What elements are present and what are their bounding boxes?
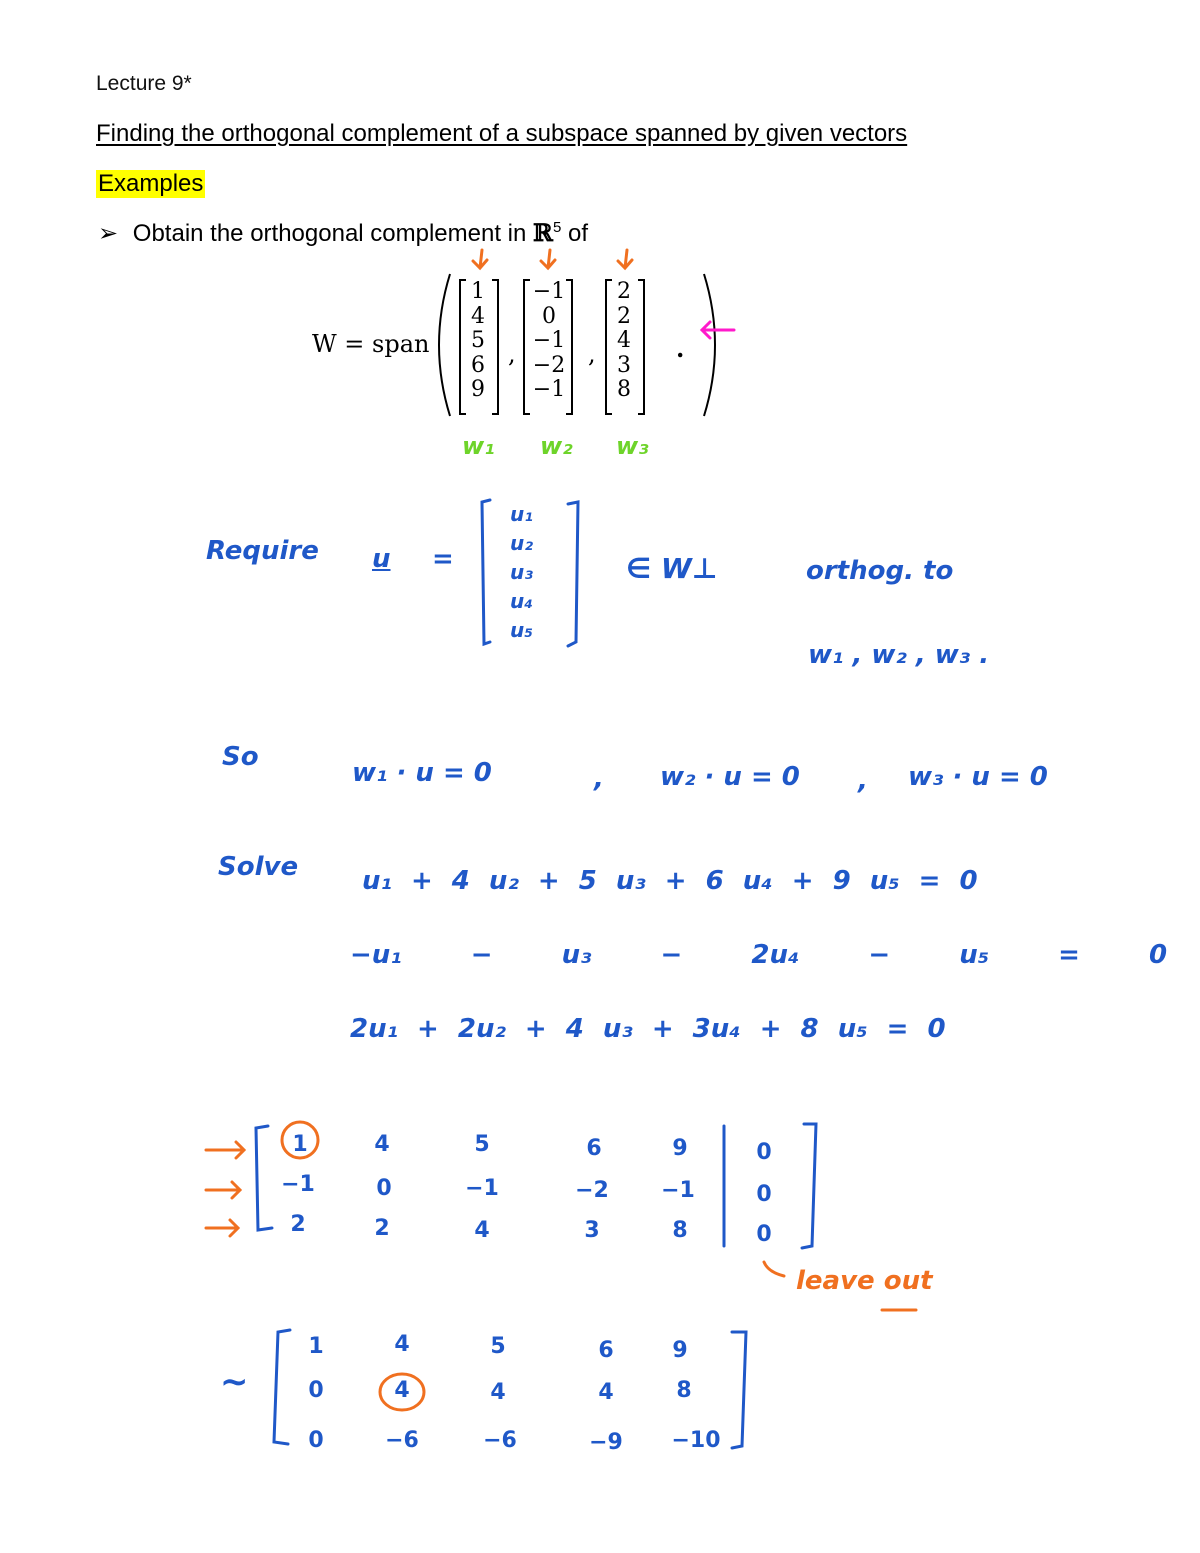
real-space-symbol: ℝ xyxy=(533,218,553,247)
u-vector-name: u xyxy=(372,544,391,574)
down-arrow-icon xyxy=(541,250,555,268)
vector-w2: −1 0 −1 −2 −1 xyxy=(532,279,566,402)
equation-3: 2u₁ + 2u₂ + 4 u₃ + 3u₄ + 8 u₅ = 0 xyxy=(350,1014,946,1044)
row-arrow-icon xyxy=(206,1182,240,1198)
bullet-arrow-icon: ➢ xyxy=(98,220,119,247)
row-arrow-icon xyxy=(206,1220,238,1236)
problem-text: Obtain the orthogonal complement in xyxy=(132,220,527,247)
label-w1: w₁ xyxy=(462,432,495,460)
space-exponent: 5 xyxy=(552,219,562,236)
row-arrow-icon xyxy=(206,1142,244,1158)
examples-label: Examples xyxy=(98,170,204,197)
comma: , xyxy=(858,766,868,796)
page-heading: Finding the orthogonal complement of a subspace spanned by given vectors xyxy=(96,120,908,147)
span-equation xyxy=(312,270,732,420)
comma: , xyxy=(588,340,596,368)
comma: , xyxy=(508,340,516,368)
pink-arrow-icon xyxy=(698,318,738,342)
membership-w-perp: ∈ W⊥ xyxy=(626,552,718,585)
dot-condition-3: w₃ · u = 0 xyxy=(908,762,1048,792)
problem-statement xyxy=(98,218,588,248)
orthog-list: w₁ , w₂ , w₃ . xyxy=(808,640,990,670)
right-paren xyxy=(704,274,715,416)
label-w3: w₃ xyxy=(616,432,649,460)
equation-1: u₁ + 4 u₂ + 5 u₃ + 6 u₄ + 9 u₅ = 0 xyxy=(362,866,978,896)
equation-2: −u₁ − u₃ − 2u₄ − u₅ = 0 xyxy=(350,940,1168,970)
dot-condition-2: w₂ · u = 0 xyxy=(660,762,800,792)
left-paren xyxy=(439,274,450,416)
require-label: Require xyxy=(206,536,319,566)
solve-label: Solve xyxy=(218,852,299,882)
orthog-note: orthog. to xyxy=(806,556,954,586)
dot-condition-1: w₁ · u = 0 xyxy=(352,758,492,788)
row-equivalent-symbol: ∼ xyxy=(220,1362,249,1402)
equals-sign: = xyxy=(432,544,454,574)
vector-w3: 2 2 4 3 8 xyxy=(617,279,631,402)
u-vector-entries: u₁ u₂ u₃ u₄ u₅ xyxy=(510,502,533,642)
down-arrow-icon xyxy=(618,250,632,268)
lecture-title: Lecture 9* xyxy=(96,72,192,95)
problem-of: of xyxy=(568,220,589,247)
leave-out-note: leave out xyxy=(796,1266,933,1296)
equation-lhs: W = span xyxy=(312,330,430,358)
vector-w1: 1 4 5 6 9 xyxy=(471,279,485,402)
so-label: So xyxy=(222,742,259,772)
comma: , xyxy=(594,764,604,794)
label-w2: w₂ xyxy=(540,432,573,460)
down-arrow-icon xyxy=(473,250,487,268)
period: . xyxy=(676,334,685,363)
